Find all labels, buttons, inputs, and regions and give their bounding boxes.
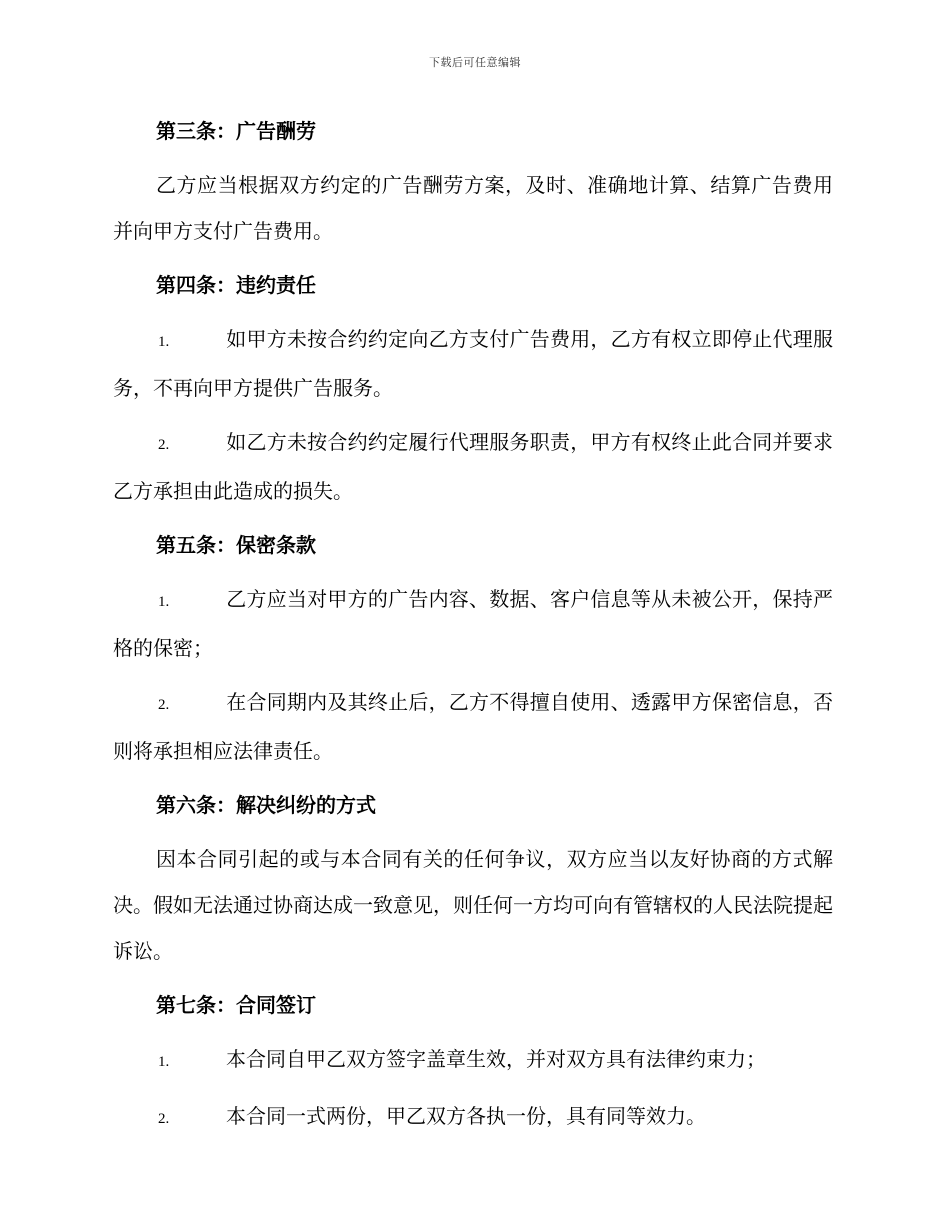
section-6-title: 第六条：解决纠纷的方式 (156, 793, 376, 817)
section-7-item-1 (113, 1036, 833, 1085)
section-4-item-1 (113, 316, 833, 411)
section-7-item-2 (113, 1093, 833, 1142)
item-number: 1. (158, 334, 170, 350)
section-5-item-2 (113, 679, 833, 774)
section-5-title: 第五条：保密条款 (156, 533, 316, 557)
section-6-body: 因本合同引起的或与本合同有关的任何争议，双方应当以友好协商的方式解决。假如无法通过协商达成一致意见，则任何一方均可向有管辖权的人民法院提起诉讼。 (113, 847, 833, 963)
page-header-note: 下载后可任意编辑 (429, 56, 521, 69)
item-number: 2. (158, 437, 170, 453)
item-text: 本合同一式两份，甲乙双方各执一份，具有同等效力。 (226, 1104, 706, 1128)
item-text: 本合同自甲乙双方签字盖章生效，并对双方具有法律约束力； (226, 1047, 766, 1071)
item-text: 乙方应当对甲方的广告内容、数据、客户信息等从未被公开，保持严格的保密； (113, 587, 833, 660)
document-body (113, 108, 833, 1150)
section-4-item-2 (113, 419, 833, 514)
item-number: 2. (158, 1111, 170, 1127)
item-text: 在合同期内及其终止后，乙方不得擅自使用、透露甲方保密信息，否则将承担相应法律责任。 (113, 690, 833, 763)
section-4-title: 第四条：违约责任 (156, 273, 316, 297)
section-7-title: 第七条：合同签订 (156, 993, 316, 1017)
item-number: 1. (158, 594, 170, 610)
section-5-item-1 (113, 576, 833, 671)
item-number: 2. (158, 697, 170, 713)
item-number: 1. (158, 1054, 170, 1070)
section-3-body: 乙方应当根据双方约定的广告酬劳方案，及时、准确地计算、结算广告费用并向甲方支付广告费用。 (113, 173, 833, 243)
item-text: 如乙方未按合约约定履行代理服务职责，甲方有权终止此合同并要求乙方承担由此造成的损失。 (113, 430, 833, 503)
item-text: 如甲方未按合约约定向乙方支付广告费用，乙方有权立即停止代理服务，不再向甲方提供广告服务。 (113, 327, 833, 400)
section-3-title: 第三条：广告酬劳 (156, 119, 316, 143)
